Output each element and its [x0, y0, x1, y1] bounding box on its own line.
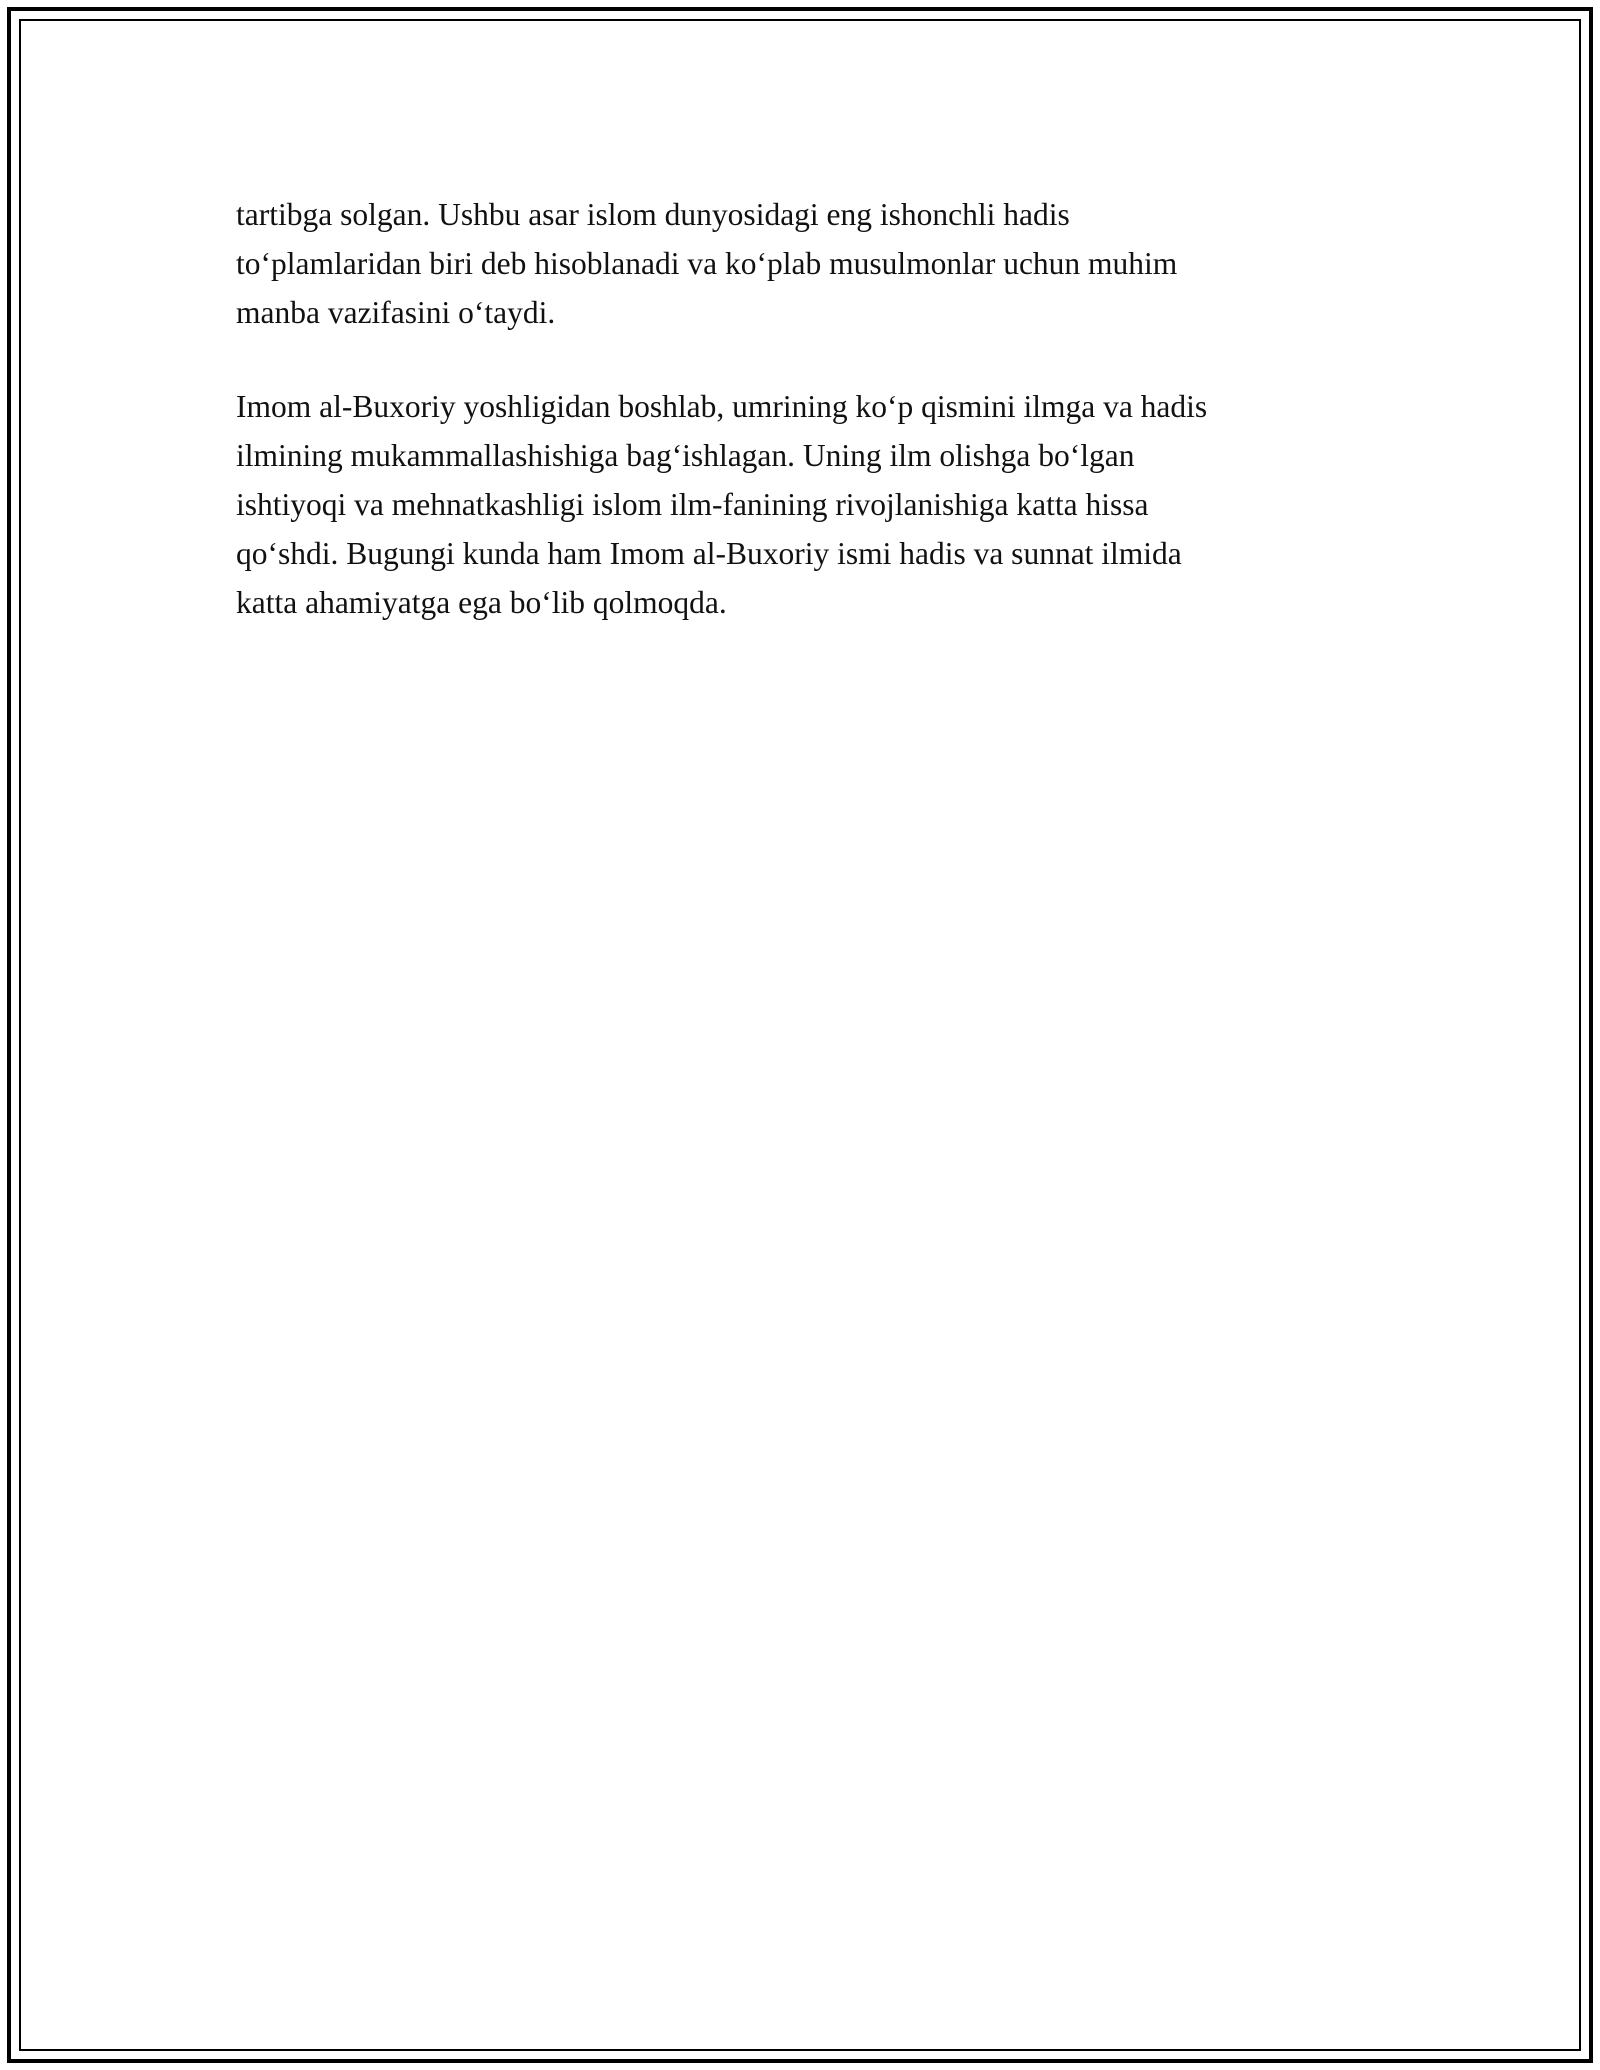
page-body — [236, 190, 1376, 627]
paragraph-1 — [236, 190, 1376, 337]
text-line: ilmining mukammallashishiga bag‘ishlagan. Uning ilm olishga bo‘lgan — [236, 438, 1135, 473]
text-line: tartibga solgan. Ushbu asar islom dunyosidagi eng ishonchli hadis — [236, 197, 1070, 232]
text-line: ishtiyoqi va mehnatkashligi islom ilm-fanining rivojlanishiga katta hissa — [236, 487, 1149, 522]
paragraph-2 — [236, 382, 1376, 627]
text-line: manba vazifasini o‘taydi. — [236, 295, 556, 330]
text-line: Imom al-Buxoriy yoshligidan boshlab, umrining ko‘p qismini ilmga va hadis — [236, 389, 1208, 424]
text-line: to‘plamlaridan biri deb hisoblanadi va ko‘plab musulmonlar uchun muhim — [236, 246, 1178, 281]
text-line: katta ahamiyatga ega bo‘lib qolmoqda. — [236, 585, 727, 620]
text-line: qo‘shdi. Bugungi kunda ham Imom al-Buxoriy ismi hadis va sunnat ilmida — [236, 536, 1182, 571]
